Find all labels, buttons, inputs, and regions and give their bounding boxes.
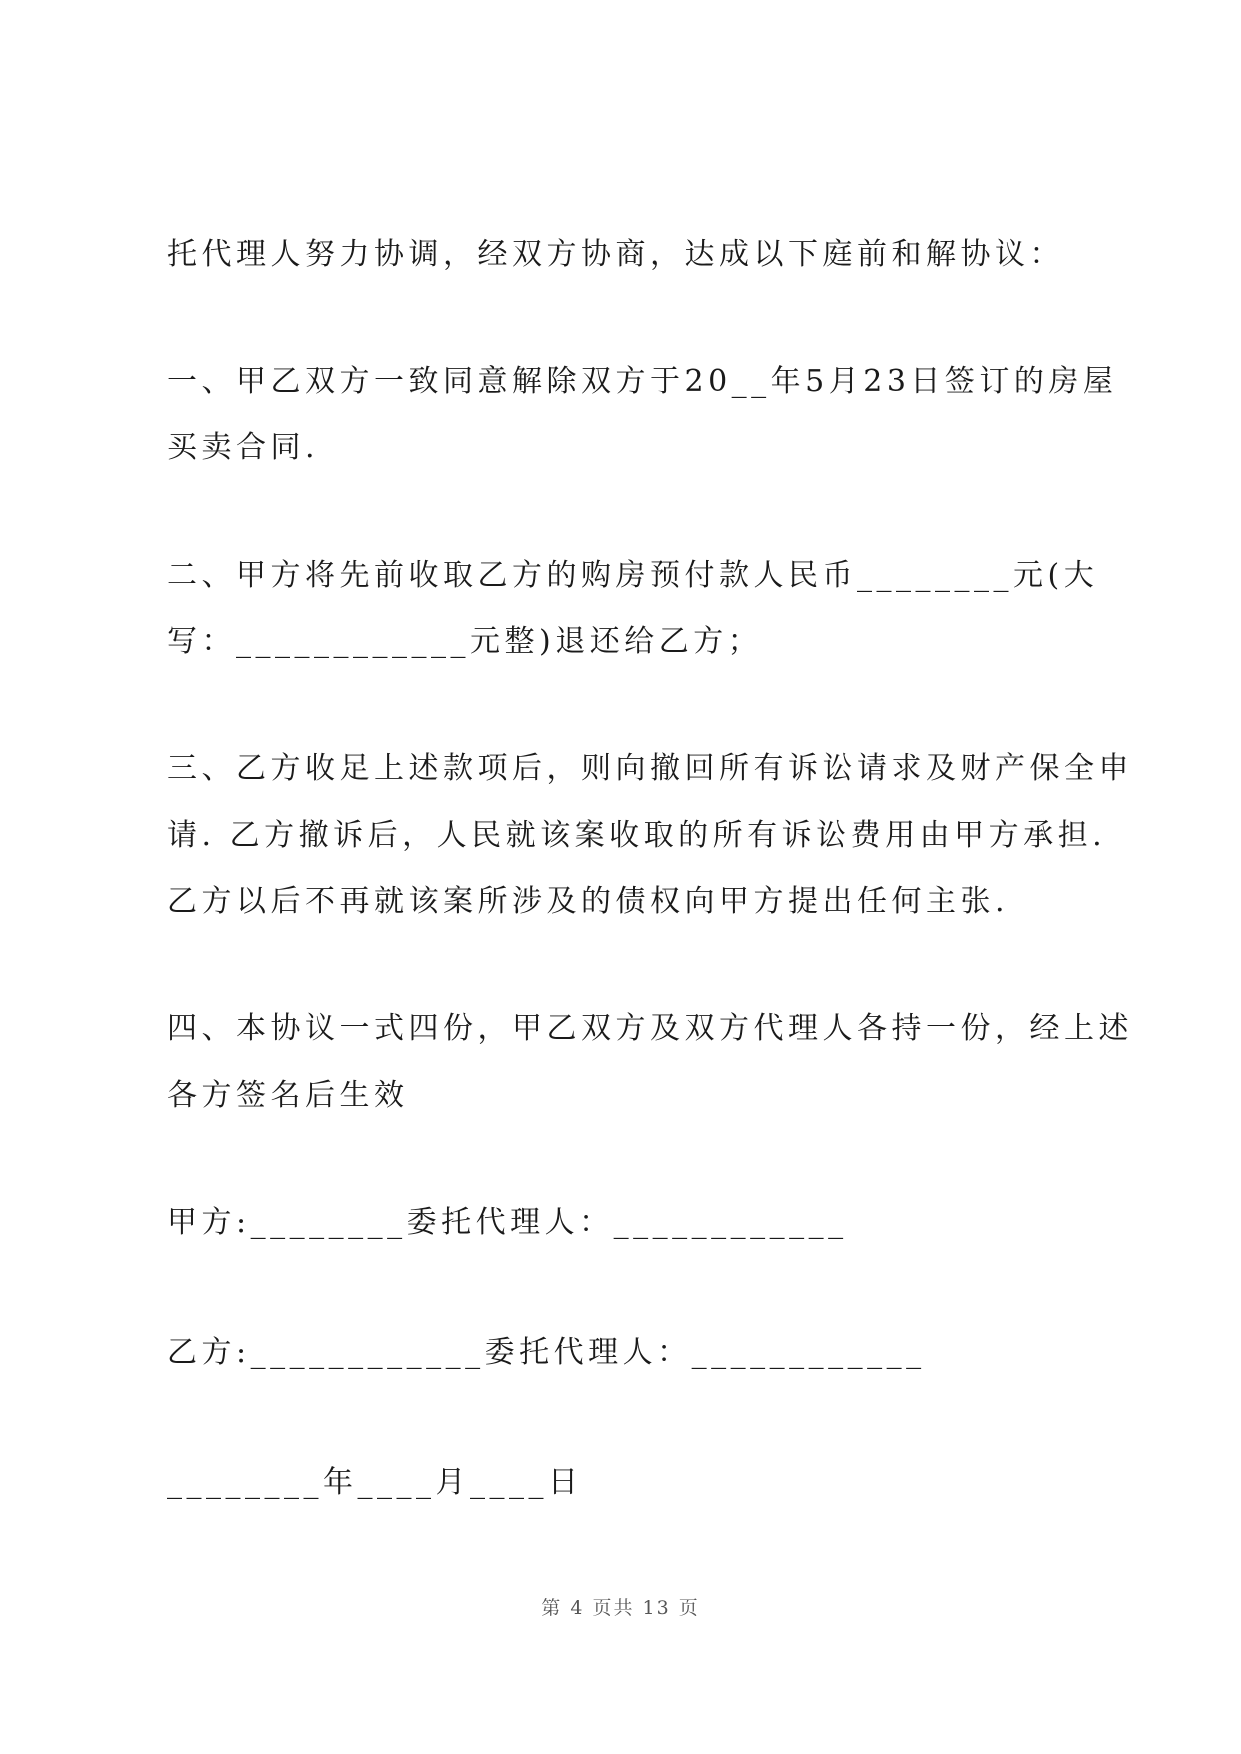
- text-line-clause-2-a: 二、甲方将先前收取乙方的购房预付款人民币________元(大: [167, 558, 1099, 593]
- text-line-clause-1-a: 一、甲乙双方一致同意解除双方于20__年5月23日签订的房屋: [167, 364, 1118, 399]
- text-line-clause-3-a: 三、乙方收足上述款项后，则向撤回所有诉讼请求及财产保全申: [167, 751, 1133, 786]
- text-line-clause-2-b: 写：____________元整)退还给乙方；: [167, 624, 763, 659]
- text-line-clause-4-a: 四、本协议一式四份，甲乙双方及双方代理人各持一份，经上述: [167, 1011, 1133, 1046]
- text-line-clause-4-b: 各方签名后生效: [167, 1078, 409, 1113]
- page-number-footer: 第 4 页共 13 页: [541, 1597, 700, 1619]
- signature-line-party-a: 甲方:________委托代理人：____________: [167, 1205, 848, 1240]
- signature-line-party-b: 乙方:____________委托代理人：____________: [167, 1335, 926, 1370]
- text-line-intro: 托代理人努力协调，经双方协商，达成以下庭前和解协议：: [167, 237, 1064, 272]
- text-line-clause-3-b: 请. 乙方撤诉后，人民就该案收取的所有诉讼费用由甲方承担.: [167, 818, 1107, 853]
- date-line: ________年____月____日: [167, 1465, 583, 1500]
- text-line-clause-1-b: 买卖合同.: [167, 430, 320, 465]
- text-line-clause-3-c: 乙方以后不再就该案所涉及的债权向甲方提出任何主张.: [167, 884, 1010, 919]
